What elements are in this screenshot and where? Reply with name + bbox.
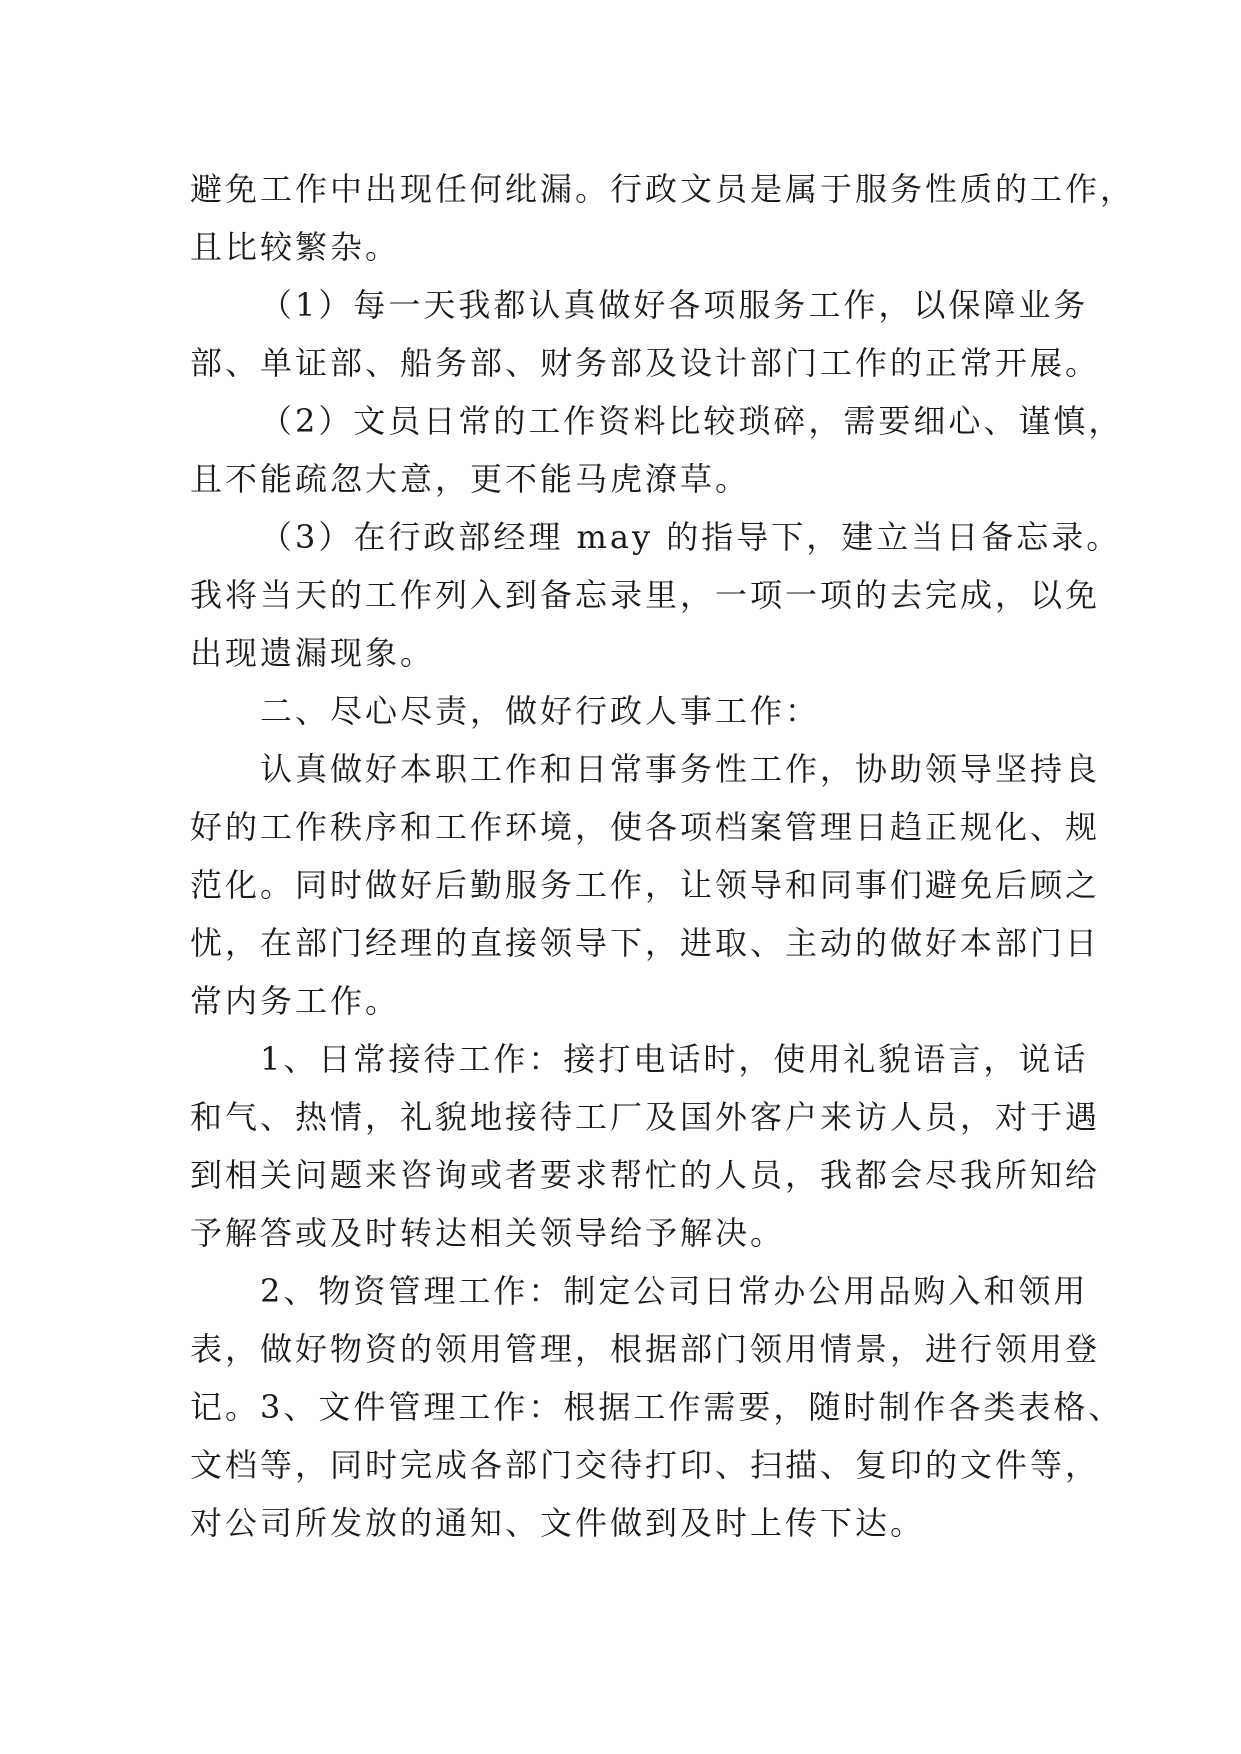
text-line: 忧，在部门经理的直接领导下，进取、主动的做好本部门日 [190,924,1101,962]
text-line: 2、物资管理工作：制定公司日常办公用品购入和领用 [260,1272,1089,1310]
text-line: 和气、热情，礼貌地接待工厂及国外客户来访人员，对于遇 [190,1098,1101,1136]
text-line: 记。3、文件管理工作：根据工作需要，随时制作各类表格、 [190,1388,1124,1426]
text-line: 表，做好物资的领用管理，根据部门领用情景，进行领用登 [190,1330,1101,1368]
text-line: 好的工作秩序和工作环境，使各项档案管理日趋正规化、规 [190,808,1101,846]
text-line: 予解答或及时转达相关领导给予解决。 [190,1214,786,1252]
text-line: 常内务工作。 [190,982,401,1020]
text-line: 且不能疏忽大意，更不能马虎潦草。 [190,460,751,498]
text-line: 1、日常接待工作：接打电话时，使用礼貌语言，说话 [260,1040,1089,1078]
text-line: 出现遗漏现象。 [190,634,436,672]
text-line: （3）在行政部经理 may 的指导下，建立当日备忘录。 [260,518,1122,556]
text-line: 避免工作中出现任何纰漏。行政文员是属于服务性质的工作， [190,170,1136,208]
document-body [190,160,1136,1552]
text-line: 我将当天的工作列入到备忘录里，一项一项的去完成，以免 [190,576,1101,614]
text-line: 文档等，同时完成各部门交待打印、扫描、复印的文件等， [190,1446,1101,1484]
text-line: 二、尽心尽责，做好行政人事工作： [260,692,821,730]
text-line: 且比较繁杂。 [190,228,401,266]
text-line: 部、单证部、船务部、财务部及设计部门工作的正常开展。 [190,344,1101,382]
text-line: 对公司所发放的通知、文件做到及时上传下达。 [190,1504,926,1542]
text-line: 范化。同时做好后勤服务工作，让领导和同事们避免后顾之 [190,866,1101,904]
text-line: 到相关问题来咨询或者要求帮忙的人员，我都会尽我所知给 [190,1156,1101,1194]
text-line: 认真做好本职工作和日常事务性工作，协助领导坚持良 [260,750,1101,788]
text-line: （2）文员日常的工作资料比较琐碎，需要细心、谨慎， [260,402,1124,440]
text-line: （1）每一天我都认真做好各项服务工作，以保障业务 [260,286,1089,324]
